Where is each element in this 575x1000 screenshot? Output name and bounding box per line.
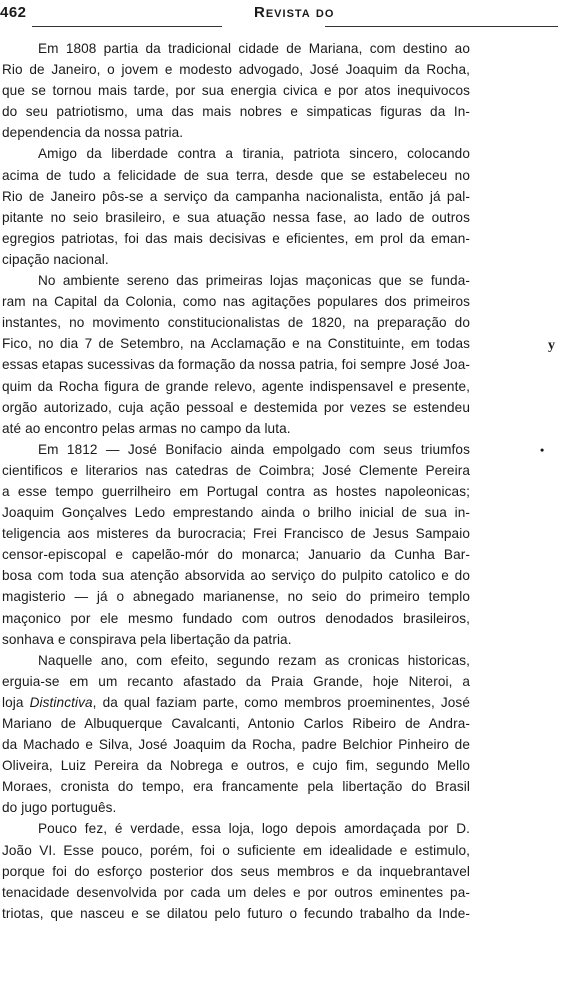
text-line: Em 1812 — José Bonifacio ainda empolgado com seus triumfos <box>38 441 470 457</box>
text-line: cientificos e literarios nas catedras de Coimbra; José Clemente Pereira <box>2 462 470 478</box>
page-header <box>0 2 575 28</box>
text-line: No ambiente sereno das primeiras lojas maçonicas que se funda- <box>38 273 470 289</box>
text-line: bosa com toda sua atenção absorvida ao serviço do pulpito catolico e do <box>2 568 470 584</box>
paragraph <box>2 650 470 819</box>
text-line: do seu patriotismo, uma das mais nobres e simpaticas figuras da In- <box>2 104 470 120</box>
text-line: Joaquim Gonçalves Ledo emprestando ainda o brilho inicial de sua in- <box>2 505 470 521</box>
text-line: acima de tudo a felicidade de sua terra, desde que se estabeleceu no <box>2 167 470 183</box>
text-line: quim da Rocha figura de grande relevo, agente indispensavel e presente, <box>2 378 470 394</box>
margin-mark: y <box>548 338 555 353</box>
text-line: essas etapas sucessivas da formação da nossa patria, foi sempre José Joa- <box>2 357 470 373</box>
body-text <box>2 38 470 924</box>
text-line: pitante no seio brasileiro, e sua atuação nessa fase, ao lado de outros <box>2 209 470 225</box>
text-line: tenacidade desenvolvida por cada um deles e por outros eminentes pa- <box>2 884 470 900</box>
paragraph <box>2 818 470 923</box>
text-line: cipação nacional. <box>2 251 109 267</box>
text-line: João VI. Esse pouco, porém, foi o suficiente em idealidade e estimulo, <box>2 842 470 858</box>
text-line: erguia-se em um recanto afastado da Praia Grande, hoje Niteroi, a <box>2 673 470 689</box>
text-line: Moraes, cronista do tempo, era francamente pela libertação do Brasil <box>2 779 470 795</box>
text-line: da Machado e Silva, José Joaquim da Rocha, padre Belchior Pinheiro de <box>2 737 470 753</box>
header-rule-right <box>325 26 558 27</box>
running-title: Revista do <box>254 4 335 21</box>
text-line: censor-episcopal e capelão-mór do monarca; Januario da Cunha Bar- <box>2 547 470 563</box>
text-line: egregios patriotas, foi das mais decisivas e eficientes, em prol da eman- <box>2 230 470 246</box>
text-line: triotas, que nasceu e se dilatou pelo futuro o fecundo trabalho da Inde- <box>2 905 470 921</box>
text-line: do jugo português. <box>2 800 117 816</box>
text-line: Fico, no dia 7 de Setembro, na Acclamação e na Constituinte, em todas <box>2 336 470 352</box>
paragraph <box>2 439 470 650</box>
text-line: Amigo da liberdade contra a tirania, patriota sincero, colocando <box>38 146 470 162</box>
text-line: loja Distinctiva, da qual faziam parte, como membros proeminentes, José <box>2 694 470 710</box>
text-line: Oliveira, Luiz Pereira da Nobrega e outros, e cujo fim, segundo Mello <box>2 758 470 774</box>
paragraph <box>2 143 470 270</box>
text-line: Pouco fez, é verdade, essa loja, logo depois amordaçada por D. <box>38 821 470 837</box>
text-line: ram na Capital da Colonia, como nas agitações populares dos primeiros <box>2 294 470 310</box>
text-line: que se tornou mais tarde, por sua energia civica e por atos inequivocos <box>2 83 470 99</box>
text-line: Rio de Janeiro, o jovem e modesto advogado, José Joaquim da Rocha, <box>2 62 470 78</box>
text-line: sonhava e conspirava pela libertação da patria. <box>2 631 292 647</box>
text-line: até ao encontro pelas armas no campo da luta. <box>2 420 291 436</box>
lodge-name: Distinctiva <box>29 694 93 710</box>
paragraph <box>2 270 470 439</box>
text-line: magisterio — já o abnegado marianense, no seio do primeiro templo <box>2 589 470 605</box>
text-line: Mariano de Albuquerque Cavalcanti, Antonio Carlos Ribeiro de Andra- <box>2 716 470 731</box>
text-line: dependencia da nossa patria. <box>2 125 184 141</box>
text-line: orgão autorizado, cuja ação pessoal e destemida por vezes se estendeu <box>2 399 470 415</box>
text-line: Em 1808 partia da tradicional cidade de Mariana, com destino ao <box>38 41 470 56</box>
paragraph <box>2 38 470 143</box>
text-line: a esse tempo guerrilheiro em Portugal contra as hostes napoleonicas; <box>2 483 470 499</box>
text-line: porque foi do esforço posterior dos seus membros e da inquebrantavel <box>2 863 470 879</box>
margin-mark: • <box>540 443 545 457</box>
text-line: maçonico por ele mesmo fundado com outros denodados brasileiros, <box>2 610 470 626</box>
header-rule-left <box>32 26 222 27</box>
text-line: instantes, no movimento constitucionalistas de 1820, na preparação do <box>2 315 470 331</box>
text-line: Naquelle ano, com efeito, segundo rezam as cronicas historicas, <box>38 652 470 668</box>
page-number: 462 <box>0 4 27 21</box>
text-line: Rio de Janeiro pôs-se a serviço da campanha nacionalista, então já pal- <box>2 188 470 204</box>
text-line: teligencia aos misteres da burocracia; Frei Francisco de Jesus Sampaio <box>2 526 470 542</box>
